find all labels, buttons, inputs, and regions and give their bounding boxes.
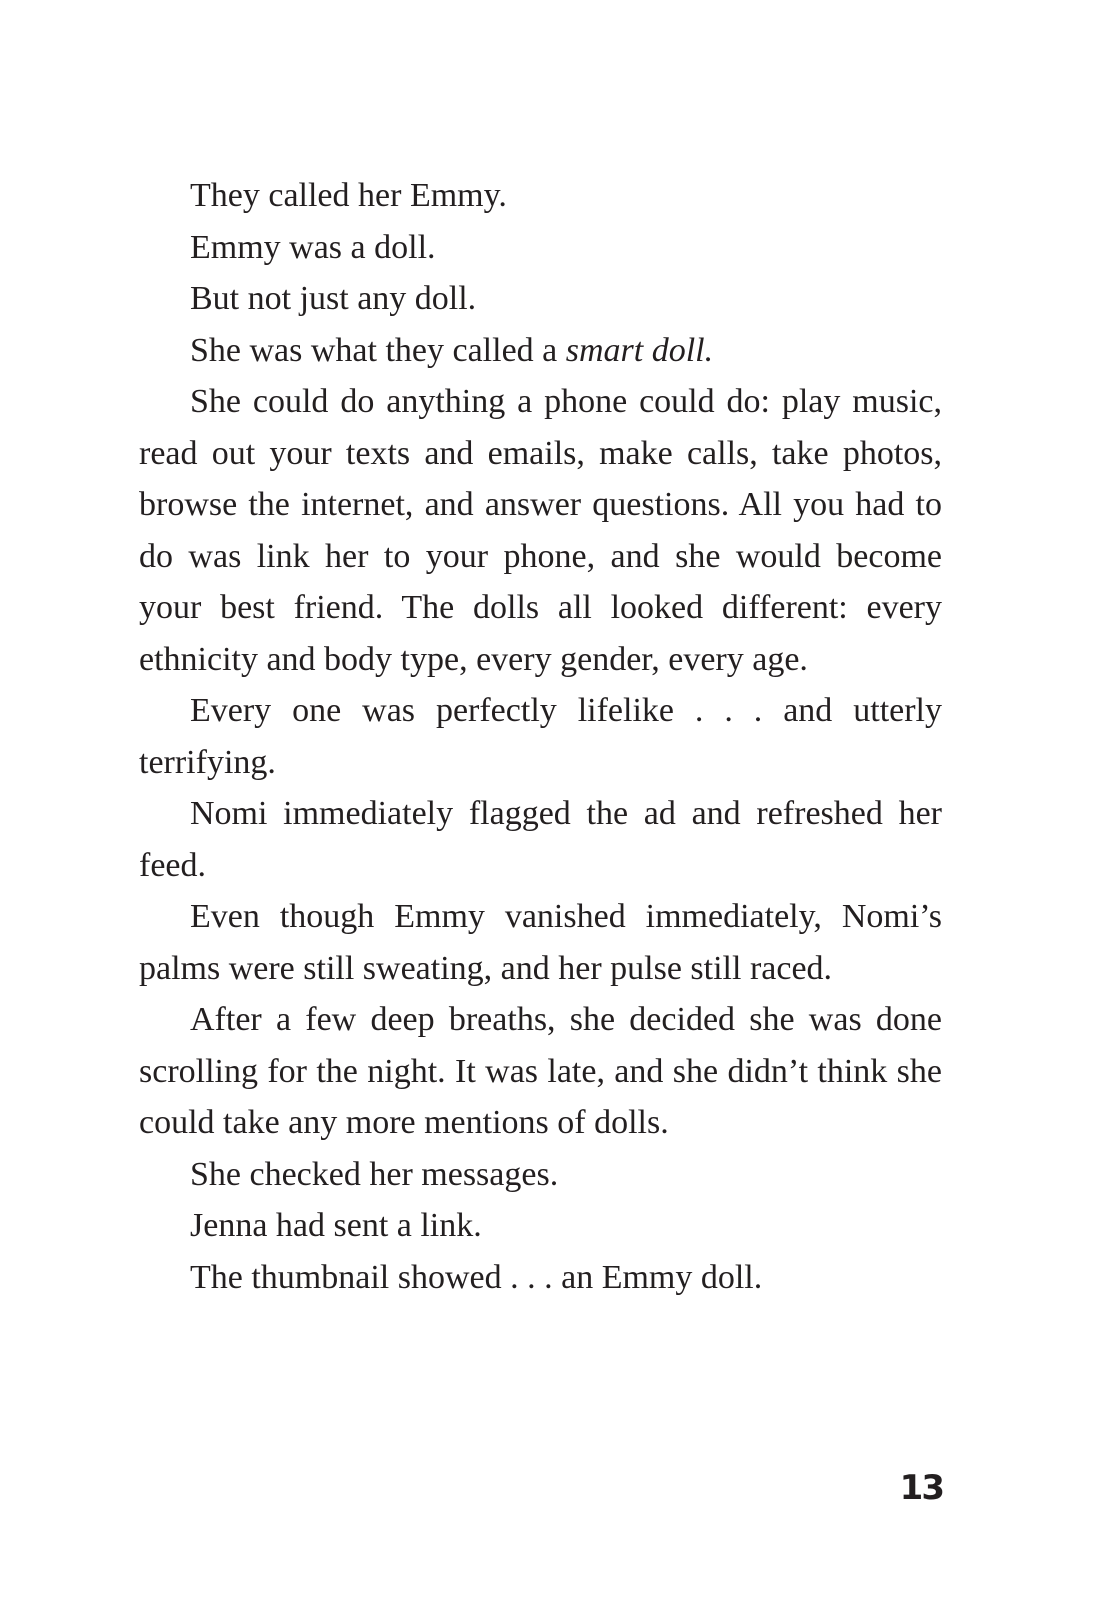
paragraph-text: After a few deep breaths, she decided she was done scrolling for the night. It was late, and she didn’t think she could take any more mentions of dolls. — [139, 1001, 942, 1141]
paragraph-text: Nomi immediately flagged the ad and refreshed her feed. — [139, 795, 942, 884]
paragraph — [139, 891, 942, 994]
paragraph — [139, 273, 942, 325]
paragraph-text: She was what they called a — [190, 331, 566, 369]
paragraph-text: She could do anything a phone could do: play music, read out your texts and emails, make calls, take photos, browse the internet, and answer questions. All you had to do was link her to your phone, and she would become your best friend. The dolls all looked different: every ethnicity and body type, every gender, every age. — [139, 383, 942, 678]
paragraph-text: They called her Emmy. — [190, 177, 507, 214]
paragraph — [139, 1252, 942, 1304]
paragraph-text: She checked her messages. — [190, 1155, 559, 1193]
paragraph — [139, 1200, 942, 1252]
body-text — [139, 170, 942, 1303]
paragraph-text: Emmy was a doll. — [190, 228, 436, 266]
paragraph — [139, 685, 942, 788]
paragraph — [139, 376, 942, 685]
paragraph-text: Every one was perfectly lifelike . . . and utterly terrifying. — [139, 692, 942, 781]
paragraph — [139, 1149, 942, 1201]
paragraph-text: Jenna had sent a link. — [190, 1207, 482, 1244]
paragraph-text: The thumbnail showed . . . an Emmy doll. — [190, 1258, 763, 1296]
paragraph-text: But not just any doll. — [190, 280, 477, 317]
page-number: 13 — [899, 1468, 943, 1508]
paragraph — [139, 325, 942, 377]
paragraph — [139, 788, 942, 891]
paragraph — [139, 170, 942, 222]
paragraph — [139, 994, 942, 1149]
paragraph — [139, 222, 942, 274]
italic-phrase: smart doll. — [565, 331, 714, 369]
paragraph-text: Even though Emmy vanished immediately, Nomi’s palms were still sweating, and her pulse still raced. — [139, 898, 942, 987]
